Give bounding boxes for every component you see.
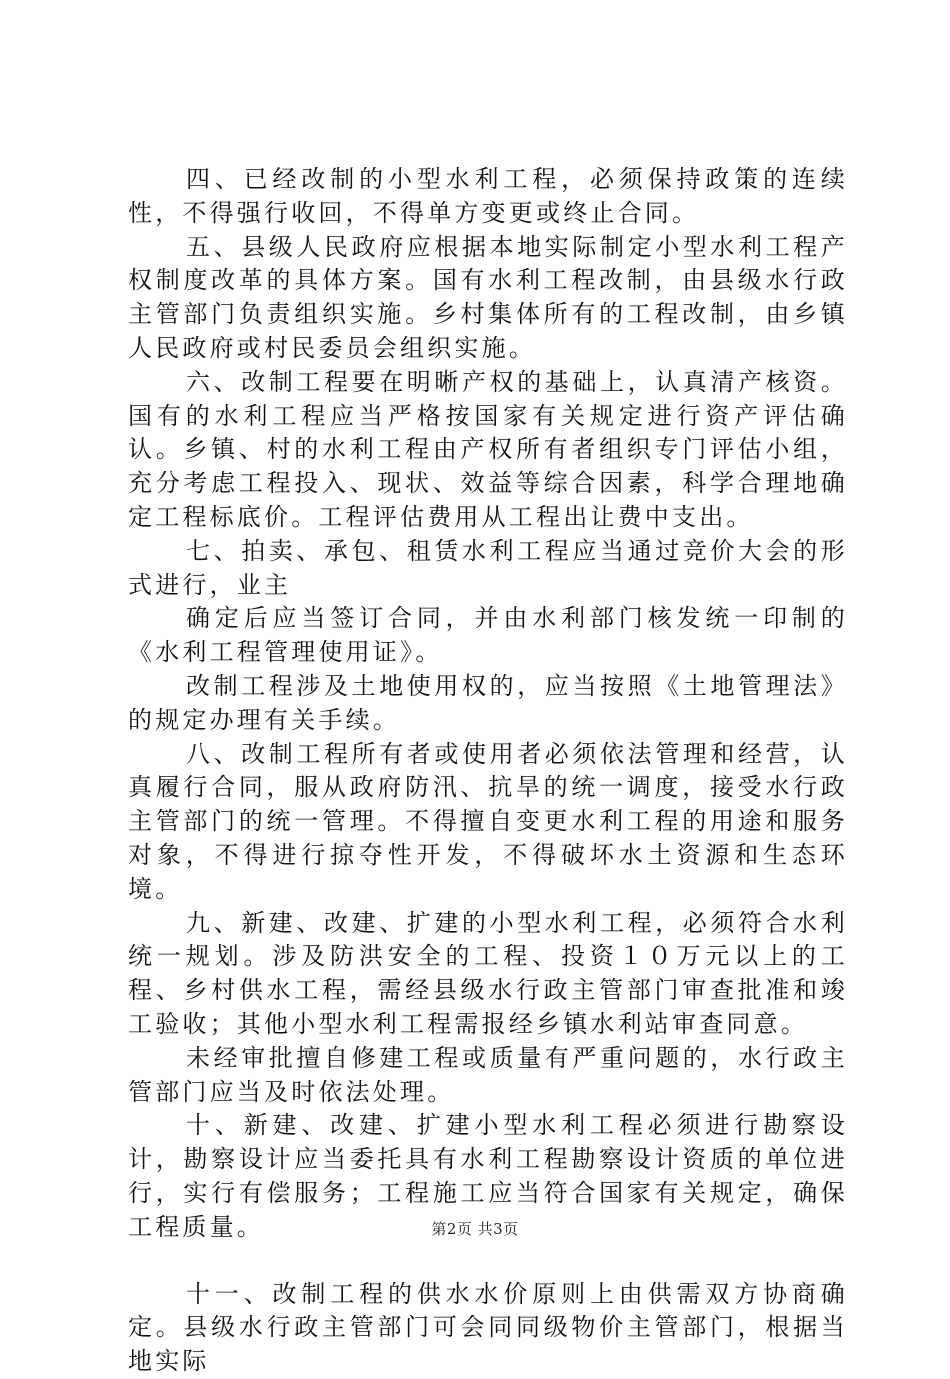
paragraph-land-use: 改制工程涉及土地使用权的，应当按照《土地管理法》的规定办理有关手续。	[128, 671, 848, 734]
paragraph-6: 六、改制工程要在明晰产权的基础上，认真清产核资。国有的水利工程应当严格按国家有关规定进行资产评估确认。乡镇、村的水利工程由产权所有者组织专门评估小组，充分考虑工程投入、现状、效益等综合因素，科学合理地确定工程标底价。工程评估费用从工程出让费中支出。	[128, 367, 848, 531]
paragraph-11: 十一、改制工程的供水水价原则上由供需双方协商确定。县级水行政主管部门可会同同级物价主管部门，根据当地实际	[128, 1279, 848, 1376]
paragraph-4: 四、已经改制的小型水利工程，必须保持政策的连续性，不得强行收回，不得单方变更或终止合同。	[128, 165, 848, 227]
document-body	[128, 163, 848, 1379]
paragraph-7: 七、拍卖、承包、租赁水利工程应当通过竞价大会的形式进行，业主	[128, 536, 848, 599]
paragraph-8: 八、改制工程所有者或使用者必须依法管理和经营，认真履行合同，服从政府防汛、抗旱的统一调度，接受水行政主管部门的统一管理。不得擅自变更水利工程的用途和服务对象，不得进行掠夺性开发，不得破坏水土资源和生态环境。	[128, 739, 848, 903]
paragraph-9: 九、新建、改建、扩建的小型水利工程，必须符合水利统一规划。涉及防洪安全的工程、投资１０万元以上的工程、乡村供水工程，需经县级水行政主管部门审查批准和竣工验收；其他小型水利工程需报经乡镇水利站审查同意。	[128, 908, 848, 1038]
paragraph-gap	[128, 1245, 848, 1278]
paragraph-unapproved: 未经审批擅自修建工程或质量有严重问题的，水行政主管部门应当及时依法处理。	[128, 1043, 848, 1106]
page-number-footer: 第2页 共3页	[431, 1220, 519, 1238]
paragraph-10: 十、新建、改建、扩建小型水利工程必须进行勘察设计，勘察设计应当委托具有水利工程勘察设计资质的单位进行，实行有偿服务；工程施工应当符合国家有关规定，确保工程质量。	[128, 1111, 848, 1241]
paragraph-5: 五、县级人民政府应根据本地实际制定小型水利工程产权制度改革的具体方案。国有水利工程改制，由县级水行政主管部门负责组织实施。乡村集体所有的工程改制，由乡镇人民政府或村民委员会组织实施。	[128, 232, 848, 362]
paragraph-7-cont: 确定后应当签订合同，并由水利部门核发统一印制的《水利工程管理使用证》。	[128, 604, 848, 667]
